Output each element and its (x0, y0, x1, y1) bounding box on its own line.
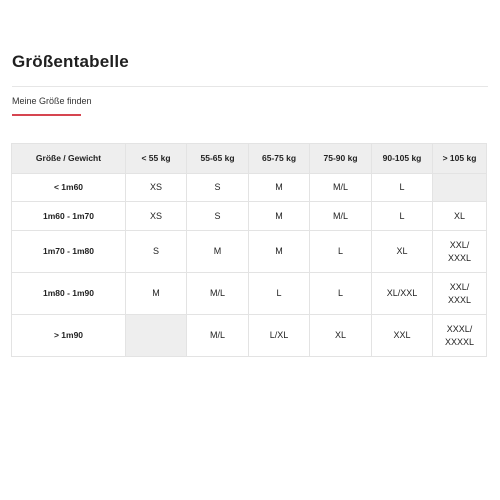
column-header: 90-105 kg (372, 144, 433, 174)
corner-header: Größe / Gewicht (12, 144, 126, 174)
table-cell: S (187, 202, 249, 231)
table-cell: M/L (187, 273, 249, 315)
row-header: < 1m60 (12, 174, 126, 202)
table-cell-empty (126, 315, 187, 357)
table-header-row (12, 144, 487, 174)
tab-bar (12, 86, 488, 117)
tab-meine-groesse-finden[interactable]: Meine Größe finden (12, 96, 92, 106)
table-cell: L (310, 231, 372, 273)
row-header: 1m60 - 1m70 (12, 202, 126, 231)
row-header: 1m70 - 1m80 (12, 231, 126, 273)
table-cell: M/L (310, 174, 372, 202)
page-title: Größentabelle (12, 52, 129, 71)
table-cell: L (372, 174, 433, 202)
table-row (12, 315, 487, 357)
table-cell: XXXL/ XXXXL (433, 315, 487, 357)
row-header: 1m80 - 1m90 (12, 273, 126, 315)
table-cell: M (249, 174, 310, 202)
table-cell: XXL/ XXXL (433, 231, 487, 273)
table-cell: XS (126, 202, 187, 231)
table-cell: XL (433, 202, 487, 231)
column-header: 75-90 kg (310, 144, 372, 174)
table-cell: M/L (310, 202, 372, 231)
table-cell: XXL (372, 315, 433, 357)
column-header: < 55 kg (126, 144, 187, 174)
table-cell: XL (372, 231, 433, 273)
table-cell: M (249, 231, 310, 273)
table-cell: M/L (187, 315, 249, 357)
table-cell: L (249, 273, 310, 315)
size-table (11, 143, 487, 357)
table-row (12, 174, 487, 202)
row-header: > 1m90 (12, 315, 126, 357)
table-cell-empty (433, 174, 487, 202)
active-tab-indicator (12, 114, 81, 116)
column-header: > 105 kg (433, 144, 487, 174)
table-cell: L/XL (249, 315, 310, 357)
table-cell: XL/XXL (372, 273, 433, 315)
table-cell: XXL/ XXXL (433, 273, 487, 315)
table-cell: XS (126, 174, 187, 202)
table-cell: S (187, 174, 249, 202)
column-header: 55-65 kg (187, 144, 249, 174)
table-row (12, 202, 487, 231)
table-cell: L (372, 202, 433, 231)
table-row (12, 231, 487, 273)
table-cell: XL (310, 315, 372, 357)
column-header: 65-75 kg (249, 144, 310, 174)
table-cell: M (126, 273, 187, 315)
table-row (12, 273, 487, 315)
table-cell: S (126, 231, 187, 273)
table-cell: M (249, 202, 310, 231)
table-cell: L (310, 273, 372, 315)
table-cell: M (187, 231, 249, 273)
